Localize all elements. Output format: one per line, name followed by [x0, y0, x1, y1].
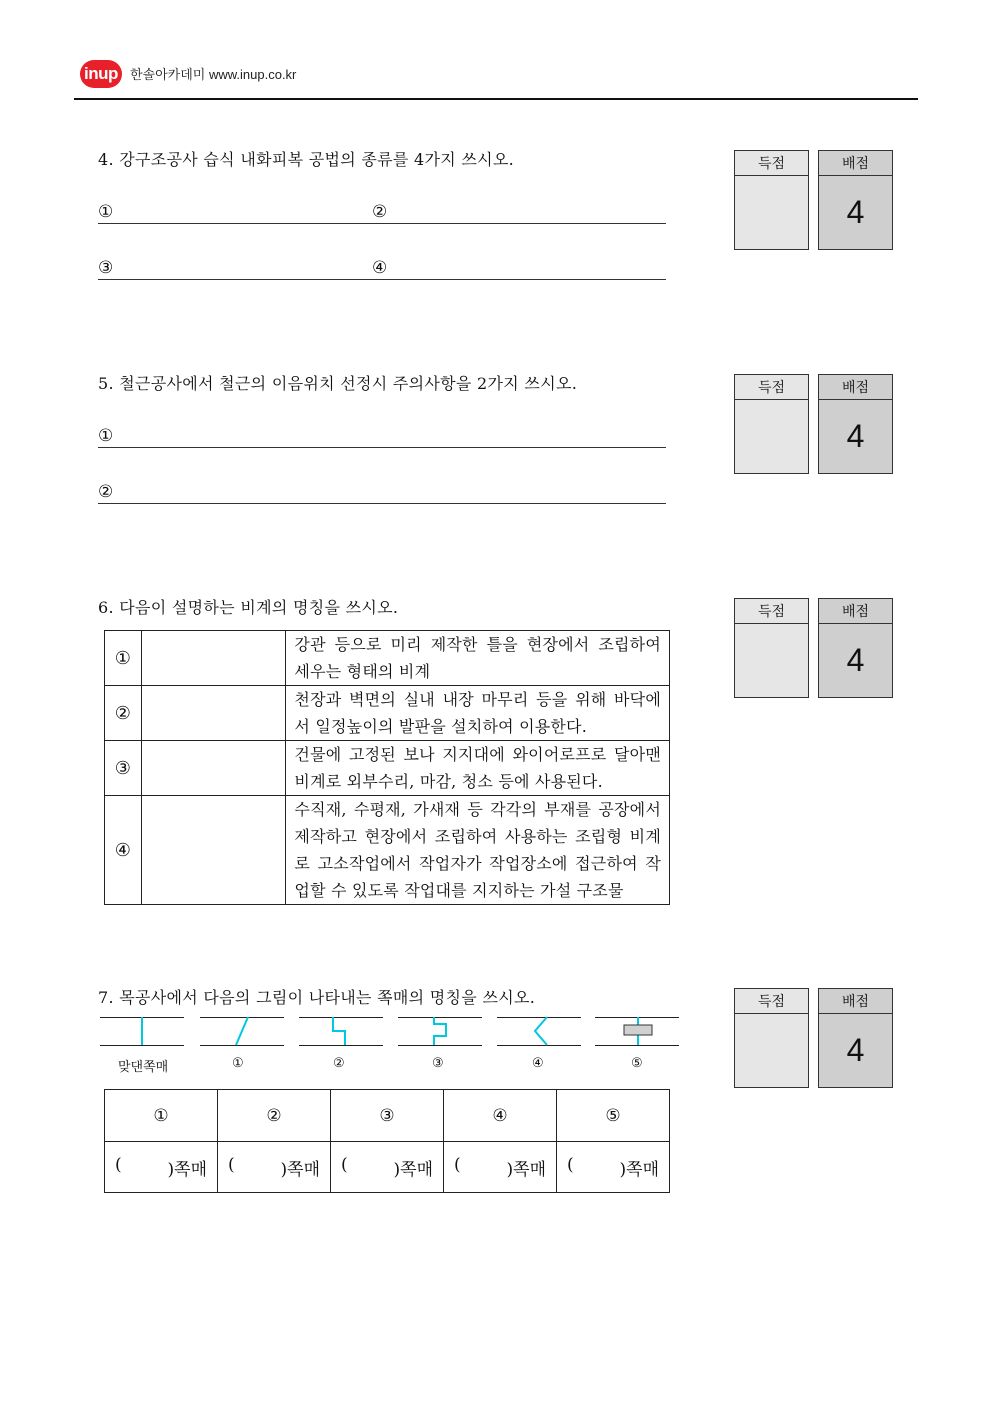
- earned-box[interactable]: [734, 150, 809, 250]
- joint-figure-3: [398, 1016, 482, 1046]
- q4-score-box: [734, 150, 894, 250]
- desc-text: 천장과 벽면의 실내 내장 마무리 등을 위해 바닥에: [294, 690, 661, 709]
- header-divider: [74, 98, 918, 100]
- open-paren: (: [454, 1154, 461, 1175]
- q5-score-box: [734, 374, 894, 474]
- header-cell-2: ②: [218, 1090, 331, 1142]
- question-6-text: 6. 다음이 설명하는 비계의 명칭을 쓰시오.: [98, 598, 399, 617]
- row-number: ②: [105, 686, 142, 741]
- answer-cell-2[interactable]: [218, 1142, 331, 1193]
- description-cell: [286, 796, 670, 905]
- q6-score-box: [734, 598, 894, 698]
- q5-mark-1: ①: [98, 426, 114, 446]
- points-label: 배점: [819, 375, 892, 400]
- question-7-text: 7. 목공사에서 다음의 그림이 나타내는 쪽매의 명칭을 쓰시오.: [98, 988, 536, 1007]
- q4-mark-3: ③: [98, 258, 114, 278]
- q7-score-box: [734, 988, 894, 1088]
- answer-cell-1[interactable]: [105, 1142, 218, 1193]
- close-label: )쪽매: [619, 1159, 659, 1180]
- figure-label-butt: 맞댄쪽매: [118, 1060, 169, 1075]
- points-box: [818, 598, 893, 698]
- row-number: ④: [105, 796, 142, 905]
- question-4-text: 4. 강구조공사 습식 내화피복 공법의 종류를 4가지 쓰시오.: [98, 150, 515, 169]
- q4-mark-4: ④: [372, 258, 388, 278]
- answer-cell[interactable]: [141, 631, 286, 686]
- points-box: [818, 988, 893, 1088]
- header-text: 한솔아카데미 www.inup.co.kr: [130, 67, 297, 82]
- desc-text-last: 업할 수 있도록 작업대를 지지하는 가설 구조물: [294, 881, 624, 900]
- q4-answer-line-1[interactable]: [98, 223, 666, 224]
- points-value: 4: [846, 1032, 865, 1068]
- question-5-text: 5. 철근공사에서 철근의 이음위치 선정시 주의사항을 2가지 쓰시오.: [98, 374, 578, 393]
- earned-box[interactable]: [734, 988, 809, 1088]
- q6-table: [104, 630, 670, 905]
- butt-joint-figure: [100, 1016, 184, 1046]
- close-label: )쪽매: [506, 1159, 546, 1180]
- open-paren: (: [341, 1154, 348, 1175]
- header-row: [105, 1090, 670, 1142]
- figure-label-2: ②: [333, 1056, 345, 1071]
- joint-figure-5: [595, 1016, 679, 1046]
- description-cell: [286, 631, 670, 686]
- header-cell-4: ④: [444, 1090, 557, 1142]
- q5-mark-2: ②: [98, 482, 114, 502]
- figure-label-4: ④: [532, 1056, 544, 1071]
- close-label: )쪽매: [280, 1159, 320, 1180]
- answer-cell[interactable]: [141, 741, 286, 796]
- row-number: ③: [105, 741, 142, 796]
- answer-cell-3[interactable]: [331, 1142, 444, 1193]
- q4-answer-line-2[interactable]: [98, 279, 666, 280]
- desc-text: 건물에 고정된 보나 지지대에 와이어로프로 달아맨: [294, 745, 661, 764]
- table-row: [105, 796, 670, 905]
- desc-text-last: 세우는 형태의 비계: [294, 662, 431, 681]
- row-number: ①: [105, 631, 142, 686]
- points-value: 4: [846, 642, 865, 678]
- q5-answer-line-2[interactable]: [98, 503, 666, 504]
- desc-text: 수직재, 수평재, 가새재 등 각각의 부재를 공장에서 제작하고 현장에서 조립하여 사용하는 조립형 비계로 고소작업에서 작업자가 작업장소에 접근하여 작: [294, 800, 661, 873]
- table-row: [105, 631, 670, 686]
- earned-label: 득점: [735, 989, 808, 1014]
- answer-cell[interactable]: [141, 686, 286, 741]
- points-value: 4: [846, 418, 865, 454]
- answer-cell[interactable]: [141, 796, 286, 905]
- answer-cell-4[interactable]: [444, 1142, 557, 1193]
- q4-mark-2: ②: [372, 202, 388, 222]
- figure-label-1: ①: [232, 1056, 244, 1071]
- earned-label: 득점: [735, 375, 808, 400]
- points-box: [818, 374, 893, 474]
- open-paren: (: [228, 1154, 235, 1175]
- earned-label: 득점: [735, 599, 808, 624]
- answer-row: [105, 1142, 670, 1193]
- points-value: 4: [846, 194, 865, 230]
- answer-cell-5[interactable]: [557, 1142, 670, 1193]
- q7-table: [104, 1089, 670, 1193]
- header-cell-3: ③: [331, 1090, 444, 1142]
- table-row: [105, 741, 670, 796]
- close-label: )쪽매: [167, 1159, 207, 1180]
- figure-label-3: ③: [432, 1056, 444, 1071]
- q4-mark-1: ①: [98, 202, 114, 222]
- points-label: 배점: [819, 599, 892, 624]
- description-cell: [286, 741, 670, 796]
- desc-text-last: 서 일정높이의 발판을 설치하여 이용한다.: [294, 717, 588, 736]
- joint-figure-4: [497, 1016, 581, 1046]
- earned-box[interactable]: [734, 598, 809, 698]
- earned-label: 득점: [735, 151, 808, 176]
- points-label: 배점: [819, 989, 892, 1014]
- close-label: )쪽매: [393, 1159, 433, 1180]
- figure-label-5: ⑤: [631, 1056, 643, 1071]
- joint-figure-1: [200, 1016, 284, 1046]
- open-paren: (: [567, 1154, 574, 1175]
- points-box: [818, 150, 893, 250]
- header-cell-1: ①: [105, 1090, 218, 1142]
- description-cell: [286, 686, 670, 741]
- joint-figure-2: [299, 1016, 383, 1046]
- desc-text: 강관 등으로 미리 제작한 틀을 현장에서 조립하여: [294, 635, 661, 654]
- header-cell-5: ⑤: [557, 1090, 670, 1142]
- inup-logo: inup: [80, 60, 122, 88]
- q5-answer-line-1[interactable]: [98, 447, 666, 448]
- open-paren: (: [115, 1154, 122, 1175]
- earned-box[interactable]: [734, 374, 809, 474]
- points-label: 배점: [819, 151, 892, 176]
- table-row: [105, 686, 670, 741]
- desc-text-last: 비계로 외부수리, 마감, 청소 등에 사용된다.: [294, 772, 603, 791]
